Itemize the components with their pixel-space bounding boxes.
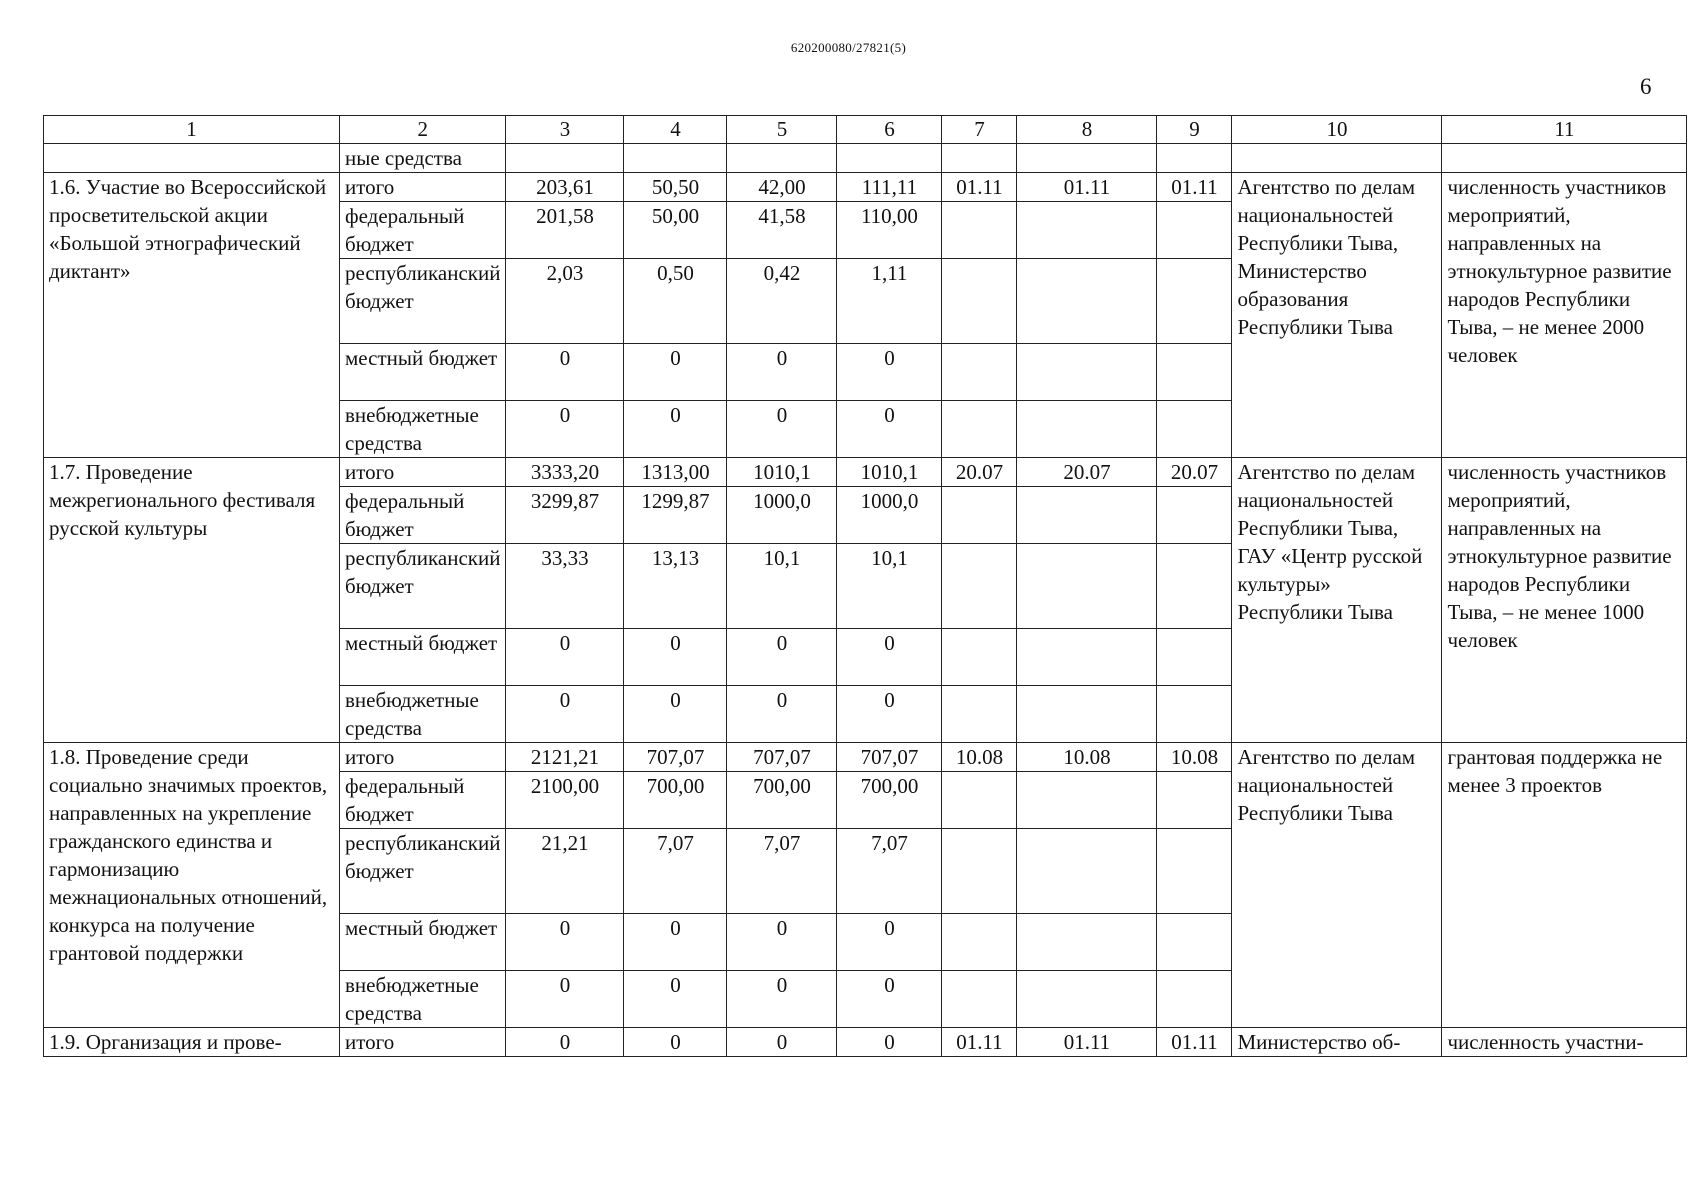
- empty-cell: [1157, 914, 1232, 971]
- table-body: [44, 116, 1687, 1057]
- amount-cell: 700,00: [837, 772, 942, 829]
- amount-cell: 0: [727, 344, 837, 401]
- amount-cell: 0: [506, 629, 624, 686]
- empty-cell: [1017, 401, 1157, 458]
- column-header: 7: [942, 116, 1017, 144]
- amount-cell: 0: [837, 914, 942, 971]
- amount-cell: 7,07: [624, 829, 727, 914]
- funding-source-cell: местный бюджет: [340, 914, 506, 971]
- date-cell: 20.07: [1017, 458, 1157, 487]
- date-cell: 01.11: [1157, 1028, 1232, 1057]
- amount-cell: 700,00: [727, 772, 837, 829]
- amount-cell: 0: [624, 401, 727, 458]
- column-header: 4: [624, 116, 727, 144]
- funding-source-cell: итого: [340, 173, 506, 202]
- amount-cell: 0: [837, 1028, 942, 1057]
- amount-cell: 0: [506, 344, 624, 401]
- empty-cell: [1442, 144, 1687, 173]
- empty-cell: [1017, 344, 1157, 401]
- empty-cell: [942, 144, 1017, 173]
- date-cell: 20.07: [942, 458, 1017, 487]
- funding-source-cell: местный бюджет: [340, 629, 506, 686]
- amount-cell: 2100,00: [506, 772, 624, 829]
- amount-cell: 33,33: [506, 544, 624, 629]
- executor-cell: Агентство по делам национальностей Республики Тыва: [1232, 743, 1442, 1028]
- empty-cell: [727, 144, 837, 173]
- amount-cell: 1010,1: [837, 458, 942, 487]
- date-cell: 10.08: [1017, 743, 1157, 772]
- amount-cell: 0,50: [624, 259, 727, 344]
- column-header: 1: [44, 116, 340, 144]
- empty-cell: [942, 971, 1017, 1028]
- activity-name-cell: 1.9. Организация и прове-: [44, 1028, 340, 1057]
- funding-source-cell: республиканский бюджет: [340, 829, 506, 914]
- amount-cell: 0: [624, 686, 727, 743]
- funding-source-cell: итого: [340, 458, 506, 487]
- amount-cell: 0,42: [727, 259, 837, 344]
- amount-cell: 0: [624, 629, 727, 686]
- page-number: 6: [1640, 74, 1652, 99]
- amount-cell: 50,50: [624, 173, 727, 202]
- activity-name-cell: 1.6. Участие во Всероссийской просветительской акции «Большой этнографический диктант»: [44, 173, 340, 458]
- funding-source-cell: ные средства: [340, 144, 506, 173]
- result-cell: численность участни-: [1442, 1028, 1687, 1057]
- empty-cell: [1017, 202, 1157, 259]
- amount-cell: 0: [727, 686, 837, 743]
- amount-cell: 0: [624, 971, 727, 1028]
- empty-cell: [1017, 829, 1157, 914]
- program-activities-table: [43, 115, 1687, 1057]
- amount-cell: 0: [727, 914, 837, 971]
- empty-cell: [1017, 487, 1157, 544]
- amount-cell: 0: [837, 971, 942, 1028]
- amount-cell: 0: [506, 686, 624, 743]
- column-header: 8: [1017, 116, 1157, 144]
- amount-cell: 0: [837, 629, 942, 686]
- date-cell: 01.11: [942, 1028, 1017, 1057]
- result-cell: грантовая поддержка не менее 3 проектов: [1442, 743, 1687, 1028]
- empty-cell: [1157, 544, 1232, 629]
- amount-cell: 0: [624, 914, 727, 971]
- amount-cell: 203,61: [506, 173, 624, 202]
- amount-cell: 111,11: [837, 173, 942, 202]
- amount-cell: 0: [506, 971, 624, 1028]
- date-cell: 01.11: [1017, 1028, 1157, 1057]
- date-cell: 01.11: [942, 173, 1017, 202]
- amount-cell: 0: [837, 686, 942, 743]
- funding-source-cell: федеральный бюджет: [340, 202, 506, 259]
- empty-cell: [1157, 487, 1232, 544]
- empty-cell: [1157, 144, 1232, 173]
- funding-source-cell: республиканский бюджет: [340, 544, 506, 629]
- amount-cell: 707,07: [624, 743, 727, 772]
- empty-cell: [1157, 202, 1232, 259]
- empty-cell: [942, 202, 1017, 259]
- amount-cell: 42,00: [727, 173, 837, 202]
- column-header: 2: [340, 116, 506, 144]
- amount-cell: 707,07: [727, 743, 837, 772]
- amount-cell: 0: [727, 971, 837, 1028]
- result-cell: численность участников мероприятий, направленных на этнокультурное развитие народов Республики Тыва, – не менее 1000 человек: [1442, 458, 1687, 743]
- empty-cell: [624, 144, 727, 173]
- column-header: 5: [727, 116, 837, 144]
- date-cell: 10.08: [1157, 743, 1232, 772]
- amount-cell: 41,58: [727, 202, 837, 259]
- empty-cell: [44, 144, 340, 173]
- amount-cell: 0: [624, 344, 727, 401]
- empty-cell: [1157, 686, 1232, 743]
- funding-source-cell: итого: [340, 743, 506, 772]
- empty-cell: [1157, 401, 1232, 458]
- amount-cell: 0: [506, 914, 624, 971]
- column-header: 9: [1157, 116, 1232, 144]
- executor-cell: Агентство по делам национальностей Республики Тыва, ГАУ «Центр русской культуры» Республики Тыва: [1232, 458, 1442, 743]
- empty-cell: [942, 629, 1017, 686]
- document-number: 620200080/27821(5): [790, 40, 907, 55]
- amount-cell: 1,11: [837, 259, 942, 344]
- amount-cell: 0: [506, 401, 624, 458]
- activity-name-cell: 1.8. Проведение среди социально значимых проектов, направленных на укрепление гражданского единства и гармонизацию межнациональных отношений, конкурса на получение грантовой поддержки: [44, 743, 340, 1028]
- empty-cell: [942, 259, 1017, 344]
- amount-cell: 0: [727, 629, 837, 686]
- amount-cell: 3299,87: [506, 487, 624, 544]
- date-cell: 10.08: [942, 743, 1017, 772]
- empty-cell: [1157, 259, 1232, 344]
- column-header: 10: [1232, 116, 1442, 144]
- empty-cell: [1017, 544, 1157, 629]
- empty-cell: [942, 914, 1017, 971]
- empty-cell: [942, 686, 1017, 743]
- empty-cell: [1017, 629, 1157, 686]
- empty-cell: [942, 772, 1017, 829]
- amount-cell: 2121,21: [506, 743, 624, 772]
- date-cell: 01.11: [1157, 173, 1232, 202]
- date-cell: 01.11: [1017, 173, 1157, 202]
- amount-cell: 21,21: [506, 829, 624, 914]
- amount-cell: 13,13: [624, 544, 727, 629]
- empty-cell: [1017, 914, 1157, 971]
- amount-cell: 1000,0: [727, 487, 837, 544]
- funding-source-cell: федеральный бюджет: [340, 487, 506, 544]
- empty-cell: [837, 144, 942, 173]
- funding-source-cell: внебюджетные средства: [340, 686, 506, 743]
- amount-cell: 1313,00: [624, 458, 727, 487]
- amount-cell: 7,07: [727, 829, 837, 914]
- amount-cell: 10,1: [837, 544, 942, 629]
- executor-cell: Министерство об-: [1232, 1028, 1442, 1057]
- empty-cell: [1157, 629, 1232, 686]
- amount-cell: 50,00: [624, 202, 727, 259]
- amount-cell: 7,07: [837, 829, 942, 914]
- empty-cell: [1157, 344, 1232, 401]
- amount-cell: 707,07: [837, 743, 942, 772]
- column-header: 11: [1442, 116, 1687, 144]
- empty-cell: [1157, 971, 1232, 1028]
- funding-source-cell: внебюджетные средства: [340, 971, 506, 1028]
- amount-cell: 2,03: [506, 259, 624, 344]
- result-cell: численность участников мероприятий, направленных на этнокультурное развитие народов Республики Тыва, – не менее 2000 человек: [1442, 173, 1687, 458]
- amount-cell: 0: [837, 344, 942, 401]
- amount-cell: 1299,87: [624, 487, 727, 544]
- amount-cell: 0: [727, 401, 837, 458]
- amount-cell: 10,1: [727, 544, 837, 629]
- empty-cell: [1232, 144, 1442, 173]
- empty-cell: [1017, 259, 1157, 344]
- empty-cell: [942, 544, 1017, 629]
- table-row: [44, 743, 1687, 772]
- executor-cell: Агентство по делам национальностей Республики Тыва, Министерство образования Республики Тыва: [1232, 173, 1442, 458]
- empty-cell: [1157, 829, 1232, 914]
- amount-cell: 201,58: [506, 202, 624, 259]
- column-header: 6: [837, 116, 942, 144]
- empty-cell: [942, 344, 1017, 401]
- empty-cell: [942, 487, 1017, 544]
- amount-cell: 3333,20: [506, 458, 624, 487]
- table-row: [44, 173, 1687, 202]
- activity-name-cell: 1.7. Проведение межрегионального фестиваля русской культуры: [44, 458, 340, 743]
- amount-cell: 700,00: [624, 772, 727, 829]
- empty-cell: [1157, 772, 1232, 829]
- amount-cell: 1000,0: [837, 487, 942, 544]
- amount-cell: 1010,1: [727, 458, 837, 487]
- empty-cell: [506, 144, 624, 173]
- column-header: 3: [506, 116, 624, 144]
- funding-source-cell: внебюджетные средства: [340, 401, 506, 458]
- empty-cell: [1017, 144, 1157, 173]
- funding-source-cell: федеральный бюджет: [340, 772, 506, 829]
- table-row: [44, 1028, 1687, 1057]
- empty-cell: [942, 401, 1017, 458]
- empty-cell: [1017, 686, 1157, 743]
- table-row: [44, 458, 1687, 487]
- date-cell: 20.07: [1157, 458, 1232, 487]
- funding-source-cell: республиканский бюджет: [340, 259, 506, 344]
- funding-source-cell: местный бюджет: [340, 344, 506, 401]
- continuation-row: [44, 144, 1687, 173]
- amount-cell: 0: [624, 1028, 727, 1057]
- amount-cell: 110,00: [837, 202, 942, 259]
- empty-cell: [1017, 971, 1157, 1028]
- amount-cell: 0: [837, 401, 942, 458]
- header-row: [44, 116, 1687, 144]
- amount-cell: 0: [506, 1028, 624, 1057]
- funding-source-cell: итого: [340, 1028, 506, 1057]
- amount-cell: 0: [727, 1028, 837, 1057]
- empty-cell: [942, 829, 1017, 914]
- empty-cell: [1017, 772, 1157, 829]
